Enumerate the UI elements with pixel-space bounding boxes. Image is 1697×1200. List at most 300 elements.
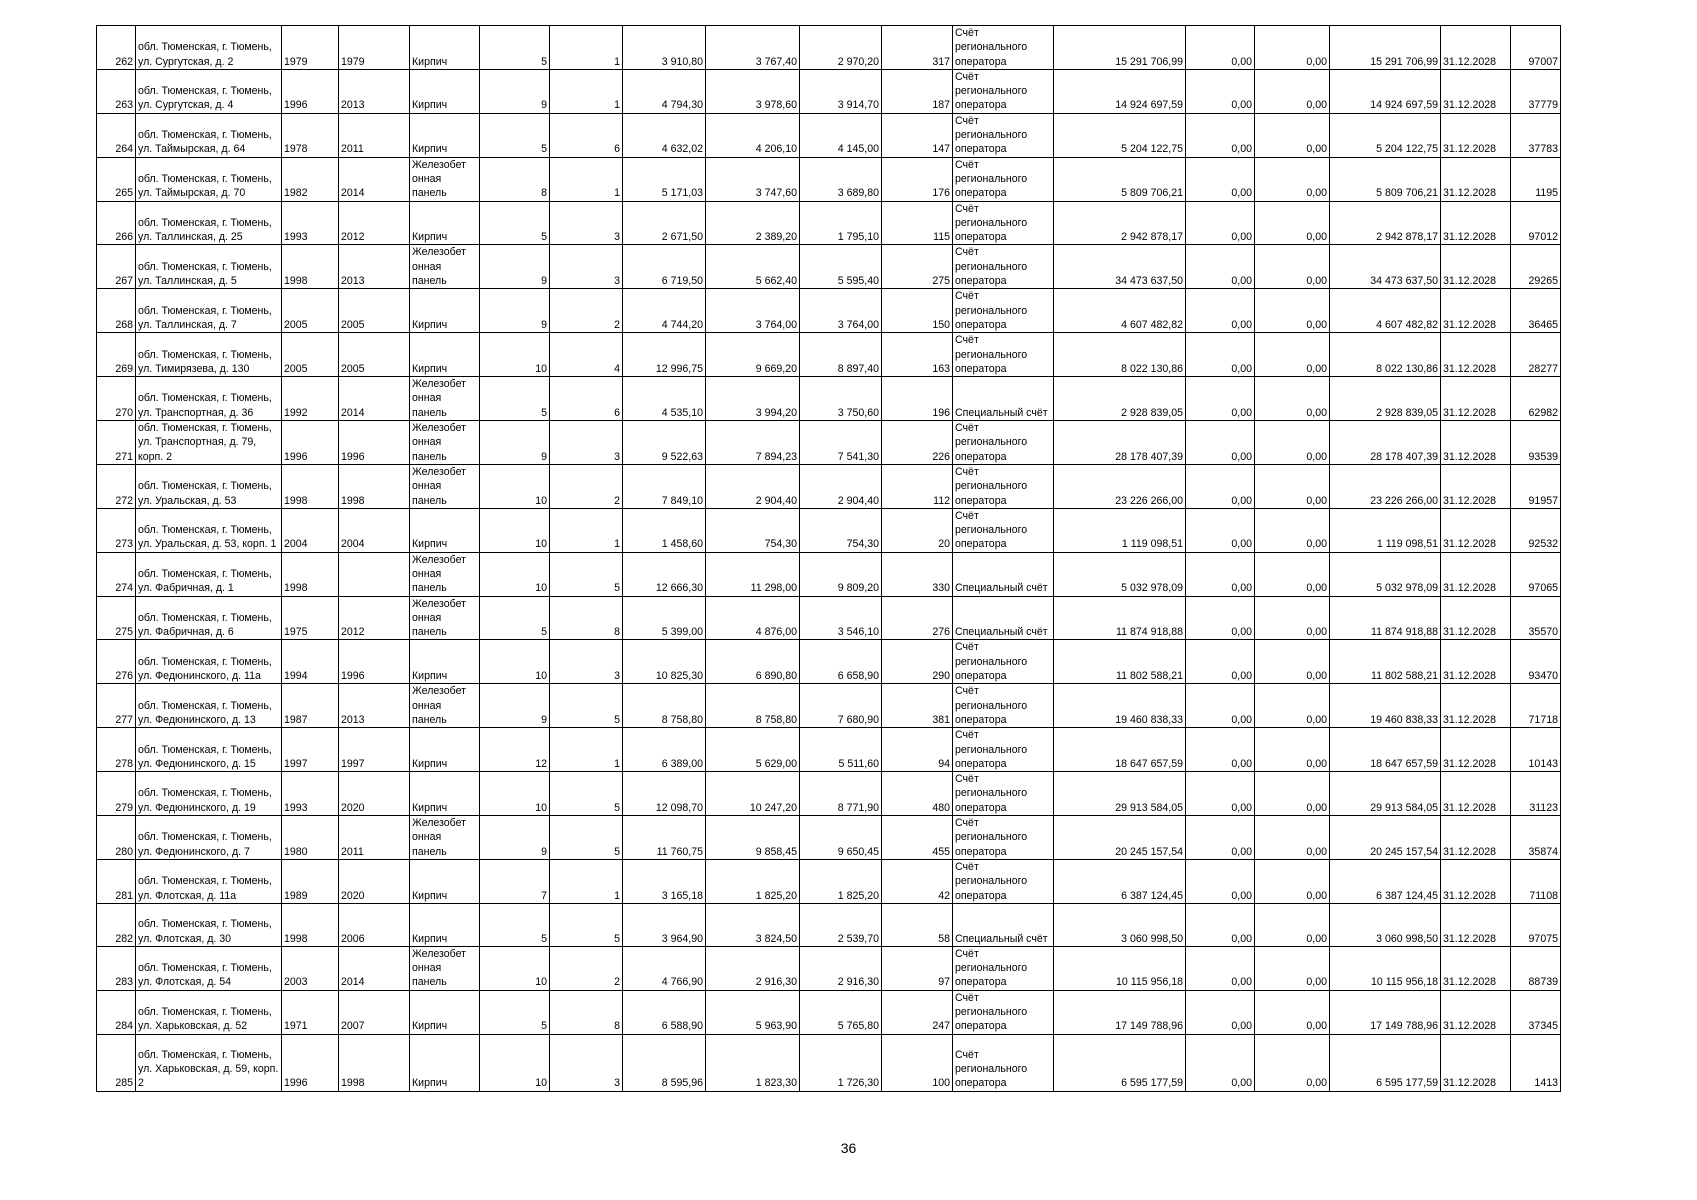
cell-deadline: 31.12.2028 [1441, 684, 1511, 728]
cell-total-cost: 6 387 124,45 [1054, 859, 1186, 903]
cell-fund-account: Счёт регионального оператора [953, 464, 1054, 508]
cell-build-year: 1992 [282, 377, 339, 421]
cell-total-area: 6 719,50 [623, 245, 706, 289]
cell-fund-account: Счёт регионального оператора [953, 946, 1054, 990]
cell-renovation-year: 1997 [339, 728, 410, 772]
cell-subsidy-cost: 0,00 [1186, 26, 1255, 70]
cell-total-cost: 10 115 956,18 [1054, 946, 1186, 990]
cell-floors: 5 [480, 26, 550, 70]
cell-subsidy-cost: 0,00 [1186, 157, 1255, 201]
cell-total-area: 4 632,02 [623, 113, 706, 157]
cell-deadline: 31.12.2028 [1441, 859, 1511, 903]
cell-living-area: 1 823,30 [706, 1034, 800, 1091]
cell-residential-area: 1 726,30 [800, 1034, 882, 1091]
cell-address: обл. Тюменская, г. Тюмень, ул. Флотская, д. 54 [136, 946, 282, 990]
cell-municipal-cost: 0,00 [1255, 377, 1330, 421]
cell-build-year: 1975 [282, 596, 339, 640]
table-row [97, 552, 1561, 596]
cell-fund-account: Счёт регионального оператора [953, 1034, 1054, 1091]
cell-residents: 100 [882, 1034, 953, 1091]
cell-total-area: 2 671,50 [623, 201, 706, 245]
cell-owners-cost: 20 245 157,54 [1330, 816, 1441, 860]
cell-living-area: 4 876,00 [706, 596, 800, 640]
cell-house-code: 35874 [1511, 816, 1561, 860]
table-row [97, 859, 1561, 903]
cell-total-area: 3 910,80 [623, 26, 706, 70]
housing-register-table [96, 25, 1561, 1092]
cell-total-cost: 34 473 637,50 [1054, 245, 1186, 289]
cell-address: обл. Тюменская, г. Тюмень, ул. Таллинская, д. 25 [136, 201, 282, 245]
cell-wall-material: Железобет онная панель [410, 421, 480, 465]
cell-municipal-cost: 0,00 [1255, 640, 1330, 684]
cell-row-number: 270 [97, 377, 136, 421]
cell-floors: 10 [480, 1034, 550, 1091]
cell-wall-material: Кирпич [410, 333, 480, 377]
cell-row-number: 266 [97, 201, 136, 245]
cell-wall-material: Кирпич [410, 859, 480, 903]
cell-build-year: 1996 [282, 1034, 339, 1091]
cell-municipal-cost: 0,00 [1255, 946, 1330, 990]
cell-residential-area: 7 680,90 [800, 684, 882, 728]
cell-wall-material: Кирпич [410, 990, 480, 1034]
cell-municipal-cost: 0,00 [1255, 245, 1330, 289]
cell-wall-material: Кирпич [410, 728, 480, 772]
cell-total-cost: 15 291 706,99 [1054, 26, 1186, 70]
cell-municipal-cost: 0,00 [1255, 816, 1330, 860]
cell-fund-account: Счёт регионального оператора [953, 201, 1054, 245]
cell-floors: 10 [480, 946, 550, 990]
cell-total-cost: 2 928 839,05 [1054, 377, 1186, 421]
cell-build-year: 1998 [282, 464, 339, 508]
cell-living-area: 1 825,20 [706, 859, 800, 903]
cell-floors: 12 [480, 728, 550, 772]
cell-municipal-cost: 0,00 [1255, 772, 1330, 816]
cell-wall-material: Железобет онная панель [410, 245, 480, 289]
cell-entrances: 5 [550, 552, 623, 596]
cell-entrances: 3 [550, 1034, 623, 1091]
cell-deadline: 31.12.2028 [1441, 377, 1511, 421]
cell-wall-material: Железобет онная панель [410, 596, 480, 640]
table-row [97, 464, 1561, 508]
cell-renovation-year: 2020 [339, 859, 410, 903]
cell-living-area: 9 858,45 [706, 816, 800, 860]
cell-residents: 187 [882, 69, 953, 113]
cell-renovation-year: 2005 [339, 289, 410, 333]
cell-total-cost: 23 226 266,00 [1054, 464, 1186, 508]
cell-residential-area: 3 914,70 [800, 69, 882, 113]
cell-wall-material: Железобет онная панель [410, 464, 480, 508]
cell-entrances: 3 [550, 640, 623, 684]
cell-floors: 9 [480, 289, 550, 333]
cell-subsidy-cost: 0,00 [1186, 772, 1255, 816]
cell-renovation-year: 2011 [339, 816, 410, 860]
cell-deadline: 31.12.2028 [1441, 421, 1511, 465]
cell-build-year: 1989 [282, 859, 339, 903]
cell-residents: 97 [882, 946, 953, 990]
cell-floors: 5 [480, 903, 550, 946]
cell-living-area: 3 824,50 [706, 903, 800, 946]
cell-address: обл. Тюменская, г. Тюмень, ул. Сургутская, д. 2 [136, 26, 282, 70]
cell-municipal-cost: 0,00 [1255, 859, 1330, 903]
cell-fund-account: Счёт регионального оператора [953, 772, 1054, 816]
cell-build-year: 1987 [282, 684, 339, 728]
cell-fund-account: Специальный счёт [953, 377, 1054, 421]
cell-deadline: 31.12.2028 [1441, 596, 1511, 640]
table-row [97, 421, 1561, 465]
cell-row-number: 284 [97, 990, 136, 1034]
cell-total-cost: 14 924 697,59 [1054, 69, 1186, 113]
cell-row-number: 282 [97, 903, 136, 946]
cell-residents: 20 [882, 508, 953, 552]
cell-subsidy-cost: 0,00 [1186, 113, 1255, 157]
cell-residential-area: 6 658,90 [800, 640, 882, 684]
cell-owners-cost: 8 022 130,86 [1330, 333, 1441, 377]
cell-subsidy-cost: 0,00 [1186, 464, 1255, 508]
cell-subsidy-cost: 0,00 [1186, 596, 1255, 640]
cell-entrances: 1 [550, 859, 623, 903]
cell-fund-account: Счёт регионального оператора [953, 728, 1054, 772]
cell-address: обл. Тюменская, г. Тюмень, ул. Федюнинского, д. 15 [136, 728, 282, 772]
cell-entrances: 8 [550, 990, 623, 1034]
cell-house-code: 71108 [1511, 859, 1561, 903]
cell-total-cost: 28 178 407,39 [1054, 421, 1186, 465]
table-row [97, 684, 1561, 728]
cell-deadline: 31.12.2028 [1441, 289, 1511, 333]
cell-build-year: 2004 [282, 508, 339, 552]
cell-address: обл. Тюменская, г. Тюмень, ул. Таймырская, д. 64 [136, 113, 282, 157]
cell-total-area: 12 666,30 [623, 552, 706, 596]
cell-row-number: 262 [97, 26, 136, 70]
cell-subsidy-cost: 0,00 [1186, 377, 1255, 421]
cell-floors: 9 [480, 245, 550, 289]
cell-residential-area: 8 771,90 [800, 772, 882, 816]
cell-total-cost: 18 647 657,59 [1054, 728, 1186, 772]
cell-address: обл. Тюменская, г. Тюмень, ул. Таллинская, д. 7 [136, 289, 282, 333]
cell-total-cost: 3 060 998,50 [1054, 903, 1186, 946]
cell-deadline: 31.12.2028 [1441, 728, 1511, 772]
cell-address: обл. Тюменская, г. Тюмень, ул. Флотская, д. 11а [136, 859, 282, 903]
cell-subsidy-cost: 0,00 [1186, 946, 1255, 990]
cell-deadline: 31.12.2028 [1441, 990, 1511, 1034]
cell-residents: 147 [882, 113, 953, 157]
cell-municipal-cost: 0,00 [1255, 990, 1330, 1034]
cell-build-year: 1994 [282, 640, 339, 684]
cell-row-number: 265 [97, 157, 136, 201]
cell-subsidy-cost: 0,00 [1186, 201, 1255, 245]
cell-subsidy-cost: 0,00 [1186, 728, 1255, 772]
cell-renovation-year: 2012 [339, 201, 410, 245]
cell-total-cost: 2 942 878,17 [1054, 201, 1186, 245]
cell-total-cost: 8 022 130,86 [1054, 333, 1186, 377]
cell-build-year: 2003 [282, 946, 339, 990]
cell-total-area: 10 825,30 [623, 640, 706, 684]
cell-entrances: 2 [550, 289, 623, 333]
cell-living-area: 11 298,00 [706, 552, 800, 596]
table-row [97, 69, 1561, 113]
cell-house-code: 62982 [1511, 377, 1561, 421]
cell-living-area: 10 247,20 [706, 772, 800, 816]
cell-fund-account: Специальный счёт [953, 596, 1054, 640]
cell-floors: 10 [480, 464, 550, 508]
cell-residents: 176 [882, 157, 953, 201]
cell-renovation-year: 2014 [339, 946, 410, 990]
cell-living-area: 3 747,60 [706, 157, 800, 201]
cell-residential-area: 4 145,00 [800, 113, 882, 157]
cell-renovation-year: 2014 [339, 377, 410, 421]
table-row [97, 903, 1561, 946]
cell-wall-material: Кирпич [410, 26, 480, 70]
cell-total-area: 6 389,00 [623, 728, 706, 772]
cell-build-year: 1971 [282, 990, 339, 1034]
table-row [97, 157, 1561, 201]
cell-floors: 10 [480, 772, 550, 816]
cell-municipal-cost: 0,00 [1255, 289, 1330, 333]
cell-owners-cost: 3 060 998,50 [1330, 903, 1441, 946]
cell-entrances: 2 [550, 464, 623, 508]
cell-build-year: 2005 [282, 289, 339, 333]
cell-address: обл. Тюменская, г. Тюмень, ул. Транспортная, д. 79, корп. 2 [136, 421, 282, 465]
cell-house-code: 35570 [1511, 596, 1561, 640]
cell-floors: 5 [480, 113, 550, 157]
cell-residential-area: 5 595,40 [800, 245, 882, 289]
table-row [97, 113, 1561, 157]
cell-floors: 10 [480, 640, 550, 684]
cell-residents: 58 [882, 903, 953, 946]
cell-living-area: 9 669,20 [706, 333, 800, 377]
cell-wall-material: Железобет онная панель [410, 552, 480, 596]
cell-residents: 317 [882, 26, 953, 70]
cell-municipal-cost: 0,00 [1255, 684, 1330, 728]
cell-municipal-cost: 0,00 [1255, 508, 1330, 552]
cell-total-area: 4 744,20 [623, 289, 706, 333]
cell-wall-material: Кирпич [410, 903, 480, 946]
cell-deadline: 31.12.2028 [1441, 69, 1511, 113]
cell-owners-cost: 29 913 584,05 [1330, 772, 1441, 816]
cell-total-cost: 1 119 098,51 [1054, 508, 1186, 552]
cell-renovation-year: 2013 [339, 684, 410, 728]
cell-residential-area: 2 904,40 [800, 464, 882, 508]
cell-wall-material: Кирпич [410, 772, 480, 816]
cell-municipal-cost: 0,00 [1255, 464, 1330, 508]
cell-total-area: 5 171,03 [623, 157, 706, 201]
cell-address: обл. Тюменская, г. Тюмень, ул. Флотская, д. 30 [136, 903, 282, 946]
cell-deadline: 31.12.2028 [1441, 816, 1511, 860]
cell-entrances: 3 [550, 245, 623, 289]
cell-build-year: 1997 [282, 728, 339, 772]
cell-row-number: 264 [97, 113, 136, 157]
cell-entrances: 1 [550, 26, 623, 70]
cell-house-code: 97007 [1511, 26, 1561, 70]
cell-municipal-cost: 0,00 [1255, 552, 1330, 596]
cell-owners-cost: 11 802 588,21 [1330, 640, 1441, 684]
cell-living-area: 5 629,00 [706, 728, 800, 772]
cell-residential-area: 1 795,10 [800, 201, 882, 245]
cell-living-area: 7 894,23 [706, 421, 800, 465]
cell-total-area: 1 458,60 [623, 508, 706, 552]
cell-wall-material: Железобет онная панель [410, 816, 480, 860]
cell-residential-area: 3 764,00 [800, 289, 882, 333]
cell-subsidy-cost: 0,00 [1186, 903, 1255, 946]
cell-residential-area: 1 825,20 [800, 859, 882, 903]
cell-entrances: 5 [550, 903, 623, 946]
cell-subsidy-cost: 0,00 [1186, 816, 1255, 860]
cell-wall-material: Кирпич [410, 69, 480, 113]
table-row [97, 1034, 1561, 1091]
cell-subsidy-cost: 0,00 [1186, 859, 1255, 903]
cell-build-year: 2005 [282, 333, 339, 377]
cell-wall-material: Железобет онная панель [410, 684, 480, 728]
cell-residents: 381 [882, 684, 953, 728]
cell-address: обл. Тюменская, г. Тюмень, ул. Уральская, д. 53 [136, 464, 282, 508]
table-row [97, 640, 1561, 684]
cell-deadline: 31.12.2028 [1441, 464, 1511, 508]
cell-fund-account: Счёт регионального оператора [953, 508, 1054, 552]
cell-wall-material: Железобет онная панель [410, 157, 480, 201]
cell-floors: 9 [480, 421, 550, 465]
cell-fund-account: Счёт регионального оператора [953, 289, 1054, 333]
cell-entrances: 6 [550, 377, 623, 421]
cell-municipal-cost: 0,00 [1255, 333, 1330, 377]
cell-floors: 5 [480, 596, 550, 640]
cell-house-code: 28277 [1511, 333, 1561, 377]
cell-total-cost: 5 204 122,75 [1054, 113, 1186, 157]
cell-house-code: 97075 [1511, 903, 1561, 946]
cell-municipal-cost: 0,00 [1255, 201, 1330, 245]
cell-floors: 5 [480, 990, 550, 1034]
cell-owners-cost: 2 942 878,17 [1330, 201, 1441, 245]
cell-subsidy-cost: 0,00 [1186, 552, 1255, 596]
cell-fund-account: Счёт регионального оператора [953, 245, 1054, 289]
cell-wall-material: Железобет онная панель [410, 377, 480, 421]
cell-residential-area: 9 809,20 [800, 552, 882, 596]
cell-total-area: 4 794,30 [623, 69, 706, 113]
table-row [97, 816, 1561, 860]
cell-subsidy-cost: 0,00 [1186, 1034, 1255, 1091]
cell-row-number: 263 [97, 69, 136, 113]
cell-address: обл. Тюменская, г. Тюмень, ул. Уральская, д. 53, корп. 1 [136, 508, 282, 552]
cell-owners-cost: 19 460 838,33 [1330, 684, 1441, 728]
cell-total-area: 7 849,10 [623, 464, 706, 508]
cell-fund-account: Счёт регионального оператора [953, 421, 1054, 465]
cell-subsidy-cost: 0,00 [1186, 421, 1255, 465]
cell-address: обл. Тюменская, г. Тюмень, ул. Фабричная, д. 1 [136, 552, 282, 596]
cell-address: обл. Тюменская, г. Тюмень, ул. Тимирязева, д. 130 [136, 333, 282, 377]
cell-total-cost: 11 802 588,21 [1054, 640, 1186, 684]
cell-entrances: 1 [550, 728, 623, 772]
cell-wall-material: Кирпич [410, 201, 480, 245]
cell-entrances: 1 [550, 157, 623, 201]
table-row [97, 289, 1561, 333]
cell-owners-cost: 5 204 122,75 [1330, 113, 1441, 157]
cell-renovation-year: 2007 [339, 990, 410, 1034]
cell-deadline: 31.12.2028 [1441, 245, 1511, 289]
cell-residential-area: 754,30 [800, 508, 882, 552]
cell-owners-cost: 4 607 482,82 [1330, 289, 1441, 333]
cell-floors: 9 [480, 816, 550, 860]
cell-house-code: 88739 [1511, 946, 1561, 990]
cell-total-area: 9 522,63 [623, 421, 706, 465]
cell-house-code: 37345 [1511, 990, 1561, 1034]
cell-total-cost: 6 595 177,59 [1054, 1034, 1186, 1091]
cell-fund-account: Специальный счёт [953, 903, 1054, 946]
cell-subsidy-cost: 0,00 [1186, 640, 1255, 684]
cell-total-area: 6 588,90 [623, 990, 706, 1034]
cell-build-year: 1998 [282, 552, 339, 596]
cell-total-cost: 5 032 978,09 [1054, 552, 1186, 596]
table-row [97, 772, 1561, 816]
cell-floors: 8 [480, 157, 550, 201]
cell-renovation-year: 2005 [339, 333, 410, 377]
cell-residential-area: 3 689,80 [800, 157, 882, 201]
cell-row-number: 278 [97, 728, 136, 772]
cell-house-code: 93470 [1511, 640, 1561, 684]
cell-address: обл. Тюменская, г. Тюмень, ул. Таллинская, д. 5 [136, 245, 282, 289]
cell-entrances: 5 [550, 816, 623, 860]
cell-subsidy-cost: 0,00 [1186, 245, 1255, 289]
cell-house-code: 37783 [1511, 113, 1561, 157]
cell-build-year: 1998 [282, 903, 339, 946]
cell-living-area: 3 994,20 [706, 377, 800, 421]
cell-total-area: 12 996,75 [623, 333, 706, 377]
cell-renovation-year: 1996 [339, 421, 410, 465]
cell-residents: 163 [882, 333, 953, 377]
cell-floors: 9 [480, 69, 550, 113]
cell-house-code: 10143 [1511, 728, 1561, 772]
cell-deadline: 31.12.2028 [1441, 157, 1511, 201]
cell-deadline: 31.12.2028 [1441, 26, 1511, 70]
cell-renovation-year: 2011 [339, 113, 410, 157]
cell-living-area: 2 916,30 [706, 946, 800, 990]
cell-build-year: 1979 [282, 26, 339, 70]
cell-residential-area: 8 897,40 [800, 333, 882, 377]
cell-address: обл. Тюменская, г. Тюмень, ул. Харьковская, д. 59, корп. 2 [136, 1034, 282, 1091]
cell-owners-cost: 2 928 839,05 [1330, 377, 1441, 421]
cell-subsidy-cost: 0,00 [1186, 990, 1255, 1034]
cell-total-cost: 11 874 918,88 [1054, 596, 1186, 640]
cell-total-area: 12 098,70 [623, 772, 706, 816]
cell-municipal-cost: 0,00 [1255, 69, 1330, 113]
table-row [97, 596, 1561, 640]
cell-fund-account: Счёт регионального оператора [953, 157, 1054, 201]
cell-floors: 5 [480, 377, 550, 421]
cell-address: обл. Тюменская, г. Тюмень, ул. Федюнинского, д. 7 [136, 816, 282, 860]
cell-fund-account: Счёт регионального оператора [953, 113, 1054, 157]
cell-residents: 275 [882, 245, 953, 289]
cell-municipal-cost: 0,00 [1255, 1034, 1330, 1091]
table-row [97, 990, 1561, 1034]
cell-wall-material: Кирпич [410, 640, 480, 684]
cell-residents: 455 [882, 816, 953, 860]
cell-fund-account: Специальный счёт [953, 552, 1054, 596]
cell-residents: 276 [882, 596, 953, 640]
cell-owners-cost: 28 178 407,39 [1330, 421, 1441, 465]
cell-residential-area: 5 765,80 [800, 990, 882, 1034]
cell-residents: 226 [882, 421, 953, 465]
cell-fund-account: Счёт регионального оператора [953, 816, 1054, 860]
cell-living-area: 5 662,40 [706, 245, 800, 289]
cell-living-area: 3 767,40 [706, 26, 800, 70]
cell-address: обл. Тюменская, г. Тюмень, ул. Фабричная, д. 6 [136, 596, 282, 640]
cell-wall-material: Кирпич [410, 1034, 480, 1091]
cell-residents: 150 [882, 289, 953, 333]
cell-residents: 112 [882, 464, 953, 508]
cell-residential-area: 5 511,60 [800, 728, 882, 772]
table-row [97, 508, 1561, 552]
cell-house-code: 97012 [1511, 201, 1561, 245]
cell-owners-cost: 5 032 978,09 [1330, 552, 1441, 596]
cell-municipal-cost: 0,00 [1255, 728, 1330, 772]
cell-deadline: 31.12.2028 [1441, 113, 1511, 157]
